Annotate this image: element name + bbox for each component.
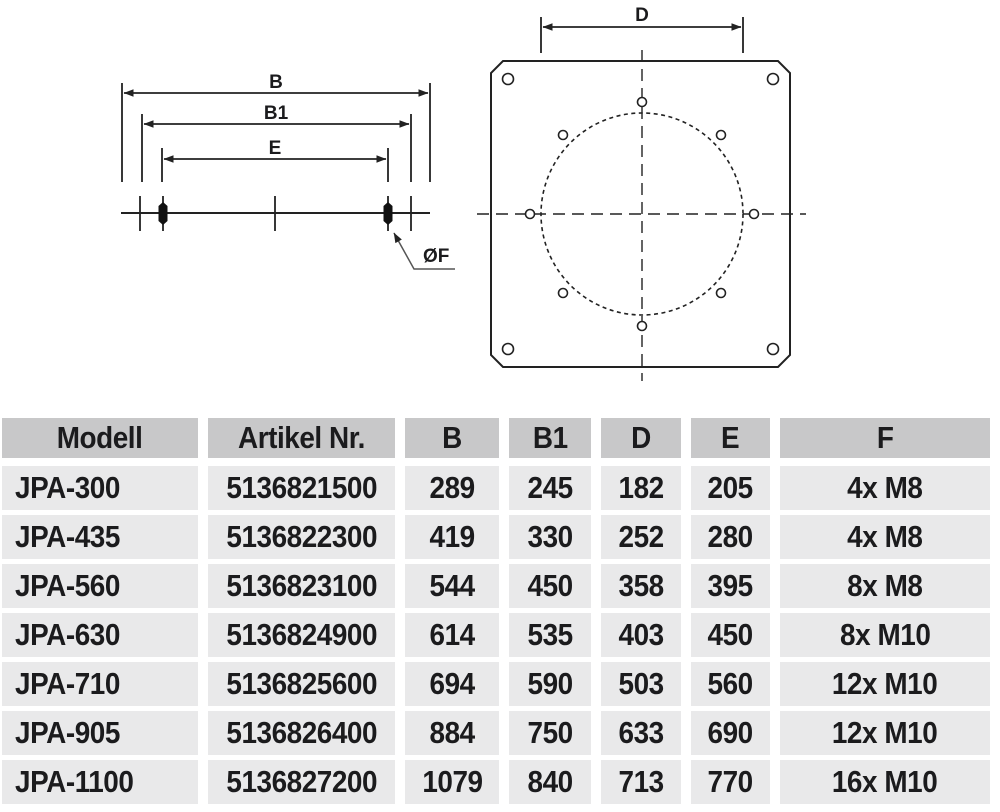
cell-e: 770 <box>691 760 770 804</box>
cell-modell: JPA-630 <box>2 613 198 657</box>
col-header-artikel-nr: Artikel Nr. <box>208 418 395 458</box>
spec-table <box>2 418 990 804</box>
table-row <box>2 466 990 510</box>
cell-artikel-nr: 5136827200 <box>208 760 395 804</box>
cell-b: 694 <box>405 662 499 706</box>
cell-e: 280 <box>691 515 770 559</box>
cell-b: 289 <box>405 466 499 510</box>
bolt-hole <box>717 289 726 298</box>
col-header-e: E <box>691 418 770 458</box>
hole-diameter-label: ØF <box>423 246 450 267</box>
side-view-diagram <box>95 55 475 295</box>
cell-b: 419 <box>405 515 499 559</box>
table-body <box>2 466 990 804</box>
col-header-b: B <box>405 418 499 458</box>
cell-modell: JPA-435 <box>2 515 198 559</box>
cell-e: 450 <box>691 613 770 657</box>
cell-f: 12x M10 <box>780 662 990 706</box>
cell-f: 8x M10 <box>780 613 990 657</box>
table-row <box>2 760 990 804</box>
cell-e: 395 <box>691 564 770 608</box>
bolt-hole <box>638 98 647 107</box>
cell-artikel-nr: 5136821500 <box>208 466 395 510</box>
table-row <box>2 613 990 657</box>
cell-modell: JPA-1100 <box>2 760 198 804</box>
bolt-symbol-left <box>159 202 168 225</box>
corner-hole <box>768 344 779 355</box>
cell-b1: 535 <box>509 613 591 657</box>
cell-e: 690 <box>691 711 770 755</box>
cell-e: 560 <box>691 662 770 706</box>
col-header-b1: B1 <box>509 418 591 458</box>
cell-d: 358 <box>601 564 681 608</box>
dim-label-b1: B1 <box>263 103 289 124</box>
corner-hole <box>503 344 514 355</box>
col-header-d: D <box>601 418 681 458</box>
table-row <box>2 662 990 706</box>
col-header-f: F <box>780 418 990 458</box>
cell-f: 4x M8 <box>780 466 990 510</box>
cell-modell: JPA-300 <box>2 466 198 510</box>
bolt-hole <box>559 289 568 298</box>
bolt-hole <box>526 210 535 219</box>
cell-b1: 590 <box>509 662 591 706</box>
cell-artikel-nr: 5136824900 <box>208 613 395 657</box>
corner-hole <box>503 74 514 85</box>
cell-d: 182 <box>601 466 681 510</box>
cell-b: 544 <box>405 564 499 608</box>
cell-f: 4x M8 <box>780 515 990 559</box>
table-header-row <box>2 418 990 458</box>
cell-d: 403 <box>601 613 681 657</box>
dim-label-d: D <box>635 5 649 26</box>
cell-b1: 245 <box>509 466 591 510</box>
cell-f: 8x M8 <box>780 564 990 608</box>
cell-f: 12x M10 <box>780 711 990 755</box>
corner-hole <box>768 74 779 85</box>
cell-d: 503 <box>601 662 681 706</box>
cell-d: 633 <box>601 711 681 755</box>
col-header-modell: Modell <box>2 418 198 458</box>
front-view-diagram <box>455 5 815 400</box>
bolt-hole <box>559 131 568 140</box>
cell-artikel-nr: 5136822300 <box>208 515 395 559</box>
cell-b1: 450 <box>509 564 591 608</box>
cell-d: 713 <box>601 760 681 804</box>
cell-b1: 750 <box>509 711 591 755</box>
cell-modell: JPA-710 <box>2 662 198 706</box>
cell-b: 1079 <box>405 760 499 804</box>
dim-label-b: B <box>269 72 283 93</box>
cell-b: 614 <box>405 613 499 657</box>
bolt-hole <box>717 131 726 140</box>
cell-f: 16x M10 <box>780 760 990 804</box>
dim-label-e: E <box>268 138 282 159</box>
bolt-hole <box>638 322 647 331</box>
cell-b: 884 <box>405 711 499 755</box>
cell-b1: 840 <box>509 760 591 804</box>
cell-artikel-nr: 5136825600 <box>208 662 395 706</box>
cell-modell: JPA-560 <box>2 564 198 608</box>
table-row <box>2 515 990 559</box>
table-row <box>2 564 990 608</box>
cell-e: 205 <box>691 466 770 510</box>
bolt-hole <box>750 210 759 219</box>
table-row <box>2 711 990 755</box>
bolt-symbol-right <box>384 202 393 225</box>
cell-b1: 330 <box>509 515 591 559</box>
cell-artikel-nr: 5136826400 <box>208 711 395 755</box>
cell-artikel-nr: 5136823100 <box>208 564 395 608</box>
cell-d: 252 <box>601 515 681 559</box>
cell-modell: JPA-905 <box>2 711 198 755</box>
